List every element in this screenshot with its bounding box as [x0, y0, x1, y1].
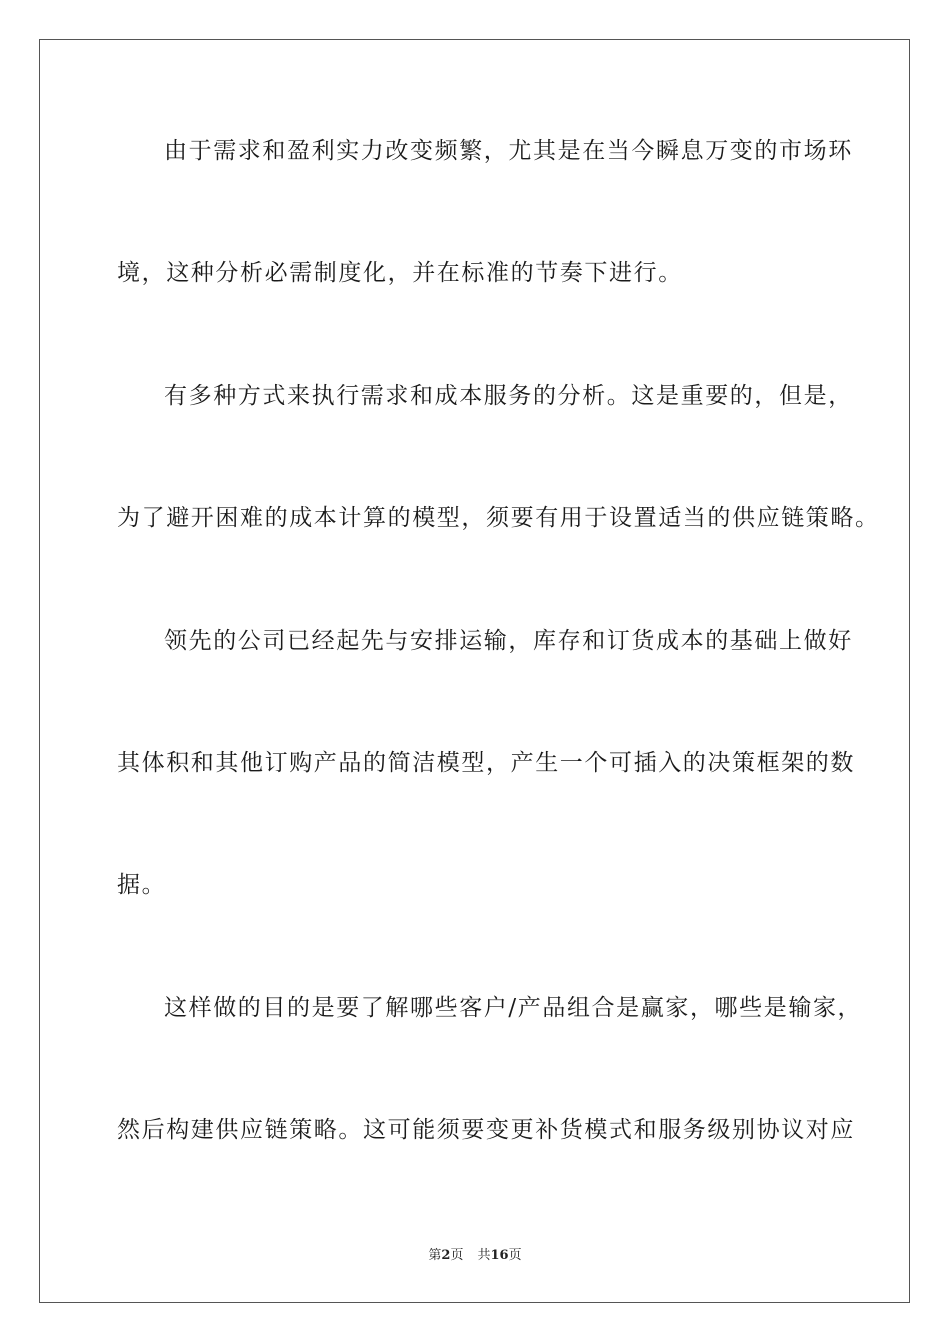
paragraph-1-line-1: 由于需求和盈利实力改变频繁，尤其是在当今瞬息万变的市场环: [164, 138, 853, 164]
paragraph-4-line-1: 这样做的目的是要了解哪些客户/产品组合是赢家，哪些是输家，: [164, 995, 863, 1021]
paragraph-1-line-2: 境，这种分析必需制度化，并在标准的节奏下进行。: [117, 260, 683, 286]
total-pages: 16: [490, 1248, 509, 1263]
paragraph-3-line-3: 据。: [117, 872, 167, 898]
paragraph-2-line-1: 有多种方式来执行需求和成本服务的分析。这是重要的，但是，: [164, 383, 853, 409]
page-border: [39, 39, 910, 1303]
total-prefix: 共: [477, 1248, 491, 1263]
paragraph-2-line-2: 为了避开困难的成本计算的模型，须要有用于设置适当的供应链策略。: [117, 505, 880, 531]
paragraph-4-line-2: 然后构建供应链策略。这可能须要变更补货模式和服务级别协议对应: [117, 1117, 855, 1143]
paragraph-3-line-1: 领先的公司已经起先与安排运输，库存和订货成本的基础上做好: [164, 628, 853, 654]
page-prefix: 第: [428, 1248, 442, 1263]
total-pages-label: [477, 1248, 521, 1263]
page-number-label: [428, 1248, 463, 1263]
paragraph-3-line-2: 其体积和其他订购产品的简洁模型，产生一个可插入的决策框架的数: [117, 750, 855, 776]
page-number: 2: [441, 1248, 451, 1263]
page-footer: [0, 1247, 950, 1265]
page-suffix: 页: [450, 1248, 464, 1263]
total-suffix: 页: [508, 1248, 522, 1263]
